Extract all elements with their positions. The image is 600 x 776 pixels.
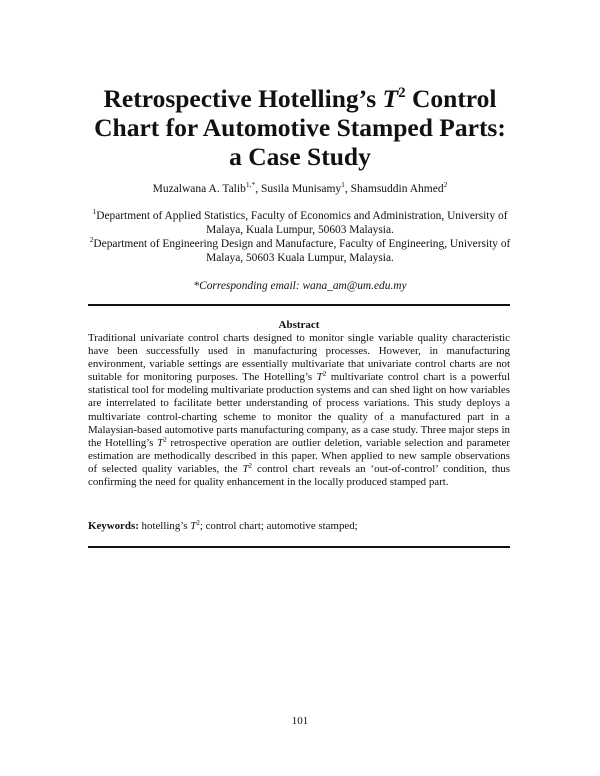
author-affil-mark: 1,* [245, 180, 256, 189]
author-list: Muzalwana A. Talib$^{1,*}$, Susila Munisamy$^1$, Shamsuddin Ahmed$^2$ [152, 180, 448, 195]
author-affil-mark: 1 [341, 180, 345, 189]
divider-bottom [88, 546, 510, 548]
abstract-heading: Abstract [278, 319, 320, 331]
abstract-body: Traditional univariate control charts designed to monitor single variable quality characteristic have been successfully used in manufacturing processes. However, in manufacturing environment, variable settings are essentially multivariate that univariate control charts are not suitable for monitoring purposes. The Hotelling’s $T^2$ multivariate control chart is a powerful statistical tool for modeling multivariate production systems and can shed light on how variables are interrelated to facilitate better understanding of process variations. This study deploys a multivariate control-charting scheme to monitor the quality of a manufactured part in a Malaysian-based automotive parts manufacturing company, as a case study. Three major steps in the Hotelling’s $T^2$ retrospective operation are outlier deletion, variable selection and parameter estimation are methodically described in this paper. When applied to new sample observations of selected quality variables, the $T^2$ control chart reveals an ‘out-of-control’ condition, thus confirming the need for quality enhancement in the locally produced stamped part. [88, 332, 510, 489]
divider-top [88, 304, 510, 306]
keywords-label: Keywords: [88, 520, 139, 532]
author-name: Susila Munisamy [260, 183, 342, 195]
author-affil-mark: 2 [443, 180, 448, 189]
author-name: Muzalwana A. Talib [152, 183, 246, 195]
corresponding-email: *Corresponding email: wana_am@um.edu.my [193, 280, 407, 292]
title-line-2: Chart for Automotive Stamped Parts: [94, 113, 506, 142]
author-name: Shamsuddin Ahmed [350, 183, 444, 195]
title-line-3: a Case Study [229, 142, 371, 171]
affiliation-2: $^2$Department of Engineering Design and Manufacture, Faculty of Engineering, University of Malaya, 50603 Kuala Lumpur, Malaysia. [89, 235, 511, 264]
paper-title [60, 84, 540, 171]
affiliation-list [82, 209, 518, 265]
page-number: 101 [291, 715, 309, 727]
title-line-1: Retrospective Hotelling’s $T^2$ Control [103, 84, 497, 113]
affiliation-1: $^1$Department of Applied Statistics, Faculty of Economics and Administration, University of Malaya, Kuala Lumpur, 50603 Malaysia. [92, 207, 508, 236]
keywords-line: Keywords: hotelling’s $T^2$; control chart; automotive stamped; [88, 519, 358, 532]
